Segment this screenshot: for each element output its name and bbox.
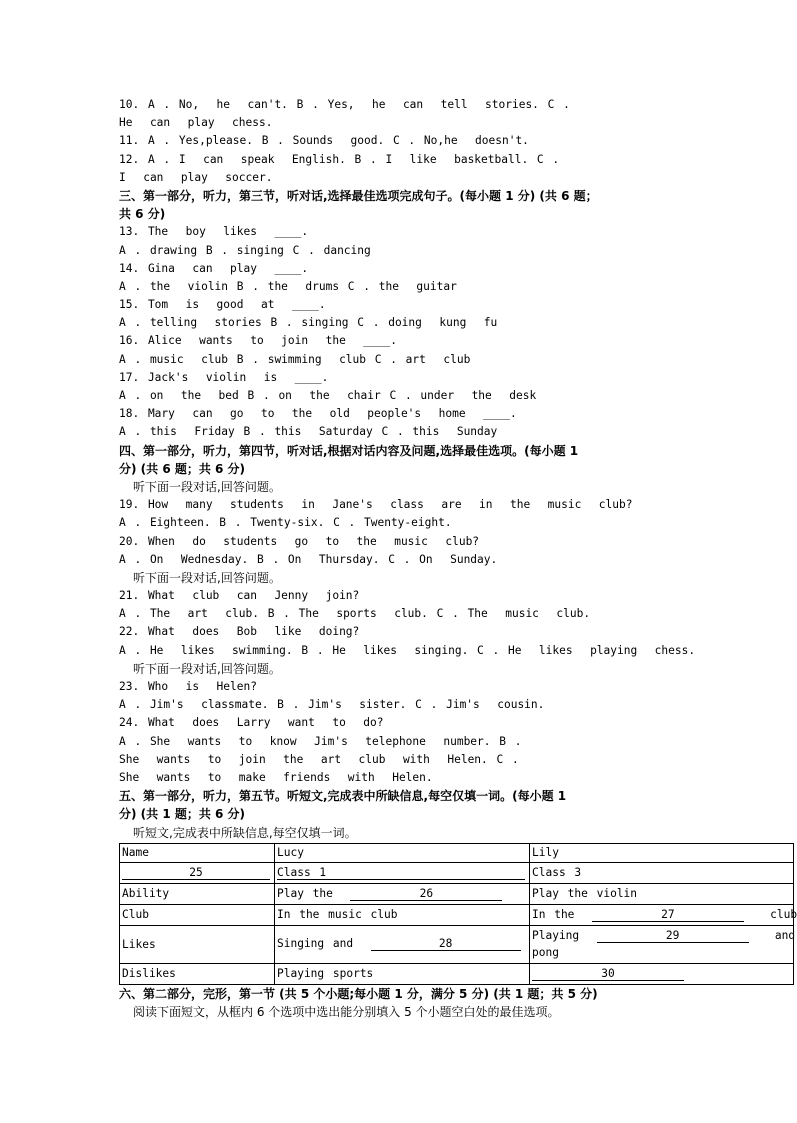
question-line: A . drawing B . singing C . dancing bbox=[119, 243, 371, 257]
question-line: 19. How many students in Jane's class are in the music club? bbox=[119, 498, 633, 512]
question-line: 17. Jack's violin is ____. bbox=[119, 370, 329, 384]
table-cell: Playing sports bbox=[275, 963, 530, 984]
question-line: 14. Gina can play ____. bbox=[119, 261, 309, 275]
question-line: A . The art club. B . The sports club. C . The music club. bbox=[119, 607, 591, 621]
cell-prefix: Play the bbox=[277, 886, 333, 900]
table-cell: Club bbox=[120, 904, 275, 925]
table-cell bbox=[275, 925, 530, 963]
answer-blank[interactable]: 26 bbox=[350, 887, 502, 901]
question-lines bbox=[119, 96, 794, 842]
question-line: A . this Friday B . this Saturday C . this Sunday bbox=[119, 425, 498, 439]
question-line: 20. When do students go to the music club? bbox=[119, 534, 480, 548]
table-cell: In the music club bbox=[275, 904, 530, 925]
answer-blank[interactable]: 28 bbox=[371, 937, 521, 951]
question-line: A . On Wednesday. B . On Thursday. C . On Sunday. bbox=[119, 552, 498, 566]
question-line: 13. The boy likes ____. bbox=[119, 225, 309, 239]
section-heading: 分) (共 6 题；共 6 分) bbox=[119, 461, 246, 476]
section-six bbox=[119, 985, 794, 1021]
question-line: A . music club B . swimming club C . art club bbox=[119, 352, 471, 366]
cell-suffix: club bbox=[770, 907, 797, 921]
question-line: 22. What does Bob like doing? bbox=[119, 625, 360, 639]
question-line: 12. A . I can speak English. B . I like basketball. C . bbox=[119, 152, 560, 166]
section-heading: 共 6 分) bbox=[119, 207, 166, 222]
table-cell: Dislikes bbox=[120, 963, 275, 984]
answer-blank[interactable]: 29 bbox=[597, 929, 749, 943]
question-line: A . on the bed B . on the chair C . under the desk bbox=[119, 389, 537, 402]
question-line: 10. A . No, he can't. B . Yes, he can tell stories. C . bbox=[119, 98, 570, 111]
question-line: A . Jim's classmate. B . Jim's sister. C . Jim's cousin. bbox=[119, 698, 545, 712]
table-cell: Likes bbox=[120, 925, 275, 963]
table-cell: Lily bbox=[530, 843, 794, 862]
section-heading: 分) (共 1 题；共 6 分) bbox=[119, 807, 246, 822]
question-line: She wants to make friends with Helen. bbox=[119, 770, 433, 784]
cell-prefix: Singing and bbox=[277, 937, 354, 951]
instruction-text: 听短文,完成表中所缺信息,每空仅填一词。 bbox=[133, 825, 357, 840]
table-cell bbox=[275, 883, 530, 904]
question-line: 21. What club can Jenny join? bbox=[119, 589, 360, 603]
question-line: A . telling stories B . singing C . doing kung fu bbox=[119, 316, 498, 330]
question-line: A . Eighteen. B . Twenty-six. C . Twenty-eight. bbox=[119, 516, 452, 530]
question-line: A . She wants to know Jim's telephone number. B . bbox=[119, 734, 522, 748]
table-row bbox=[120, 925, 794, 963]
table-cell bbox=[120, 862, 275, 883]
table-cell: Class 3 bbox=[530, 862, 794, 883]
question-line: 23. Who is Helen? bbox=[119, 680, 257, 693]
table-cell-text: Class 1 bbox=[277, 866, 525, 880]
cell-line2: pong bbox=[532, 946, 559, 960]
answer-blank[interactable]: 27 bbox=[592, 908, 744, 922]
table-row bbox=[120, 843, 794, 862]
table-cell: Lucy bbox=[275, 843, 530, 862]
cell-suffix: and bbox=[774, 929, 796, 943]
instruction-text: 听下面一段对话,回答问题。 bbox=[133, 570, 281, 585]
question-line: I can play soccer. bbox=[119, 170, 273, 184]
answer-blank[interactable]: 30 bbox=[532, 967, 684, 981]
answer-blank[interactable]: 25 bbox=[122, 866, 270, 880]
table-cell bbox=[530, 904, 797, 925]
question-line: A . He likes swimming. B . He likes singing. C . He likes playing chess. bbox=[119, 643, 696, 657]
question-line: A . the violin B . the drums C . the guitar bbox=[119, 279, 457, 293]
section-heading: 三、第一部分，听力，第三节，听对话,选择最佳选项完成句子。(每小题 1 分) (共 6 题； bbox=[119, 188, 598, 203]
section-heading: 五、第一部分，听力，第五节。听短文,完成表中所缺信息,每空仅填一词。(每小题 1 bbox=[119, 789, 567, 804]
table-cell: Ability bbox=[120, 883, 275, 904]
question-line: 18. Mary can go to the old people's home ____. bbox=[119, 407, 517, 421]
table-cell bbox=[530, 925, 794, 963]
section-heading: 四、第一部分，听力，第四节，听对话,根据对话内容及问题,选择最佳选项。(每小题 1 bbox=[119, 443, 579, 458]
question-line: 16. Alice wants to join the ____. bbox=[119, 334, 397, 348]
document-page bbox=[119, 96, 797, 1021]
question-line: 11. A . Yes,please. B . Sounds good. C . No,he doesn't. bbox=[119, 134, 529, 148]
question-line: He can play chess. bbox=[119, 116, 273, 130]
table-cell: Play the violin bbox=[530, 883, 794, 904]
info-table bbox=[119, 843, 797, 985]
instruction-text: 阅读下面短文，从框内 6 个选项中选出能分别填入 5 个小题空白处的最佳选项。 bbox=[133, 1004, 560, 1019]
table-cell: Name bbox=[120, 843, 275, 862]
table-row bbox=[120, 862, 794, 883]
table-cell bbox=[275, 862, 530, 883]
table-row bbox=[120, 904, 794, 925]
instruction-text: 听下面一段对话,回答问题。 bbox=[133, 661, 281, 676]
question-line: 24. What does Larry want to do? bbox=[119, 716, 384, 730]
table-row bbox=[120, 963, 794, 984]
table-cell bbox=[530, 963, 794, 984]
instruction-text: 听下面一段对话,回答问题。 bbox=[133, 479, 281, 494]
cell-prefix: In the bbox=[532, 907, 575, 921]
table-row bbox=[120, 883, 794, 904]
question-line: She wants to join the art club with Helen. C . bbox=[119, 752, 519, 766]
question-line: 15. Tom is good at ____. bbox=[119, 298, 326, 312]
cell-prefix: Playing bbox=[532, 929, 580, 943]
section-heading: 六、第二部分，完形，第一节 (共 5 个小题;每小题 1 分，满分 5 分) (共 1 题；共 5 分) bbox=[119, 986, 598, 1001]
